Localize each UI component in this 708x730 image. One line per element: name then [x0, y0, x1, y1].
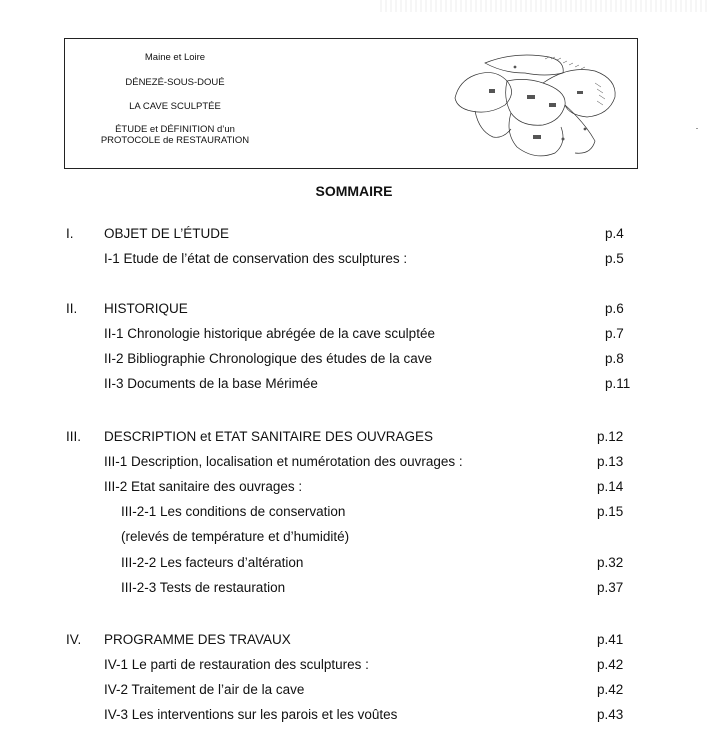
header-department: Maine et Loire	[144, 52, 206, 63]
plan-hatching-north	[545, 57, 585, 69]
toc-page-number: p.5	[605, 251, 624, 266]
plan-passage-southeast	[565, 105, 595, 153]
toc-page-number: p.37	[597, 580, 624, 595]
toc-section-number: IV.	[66, 632, 82, 647]
toc-page-number: p.14	[597, 479, 624, 494]
toc-page-number: p.7	[605, 326, 624, 341]
toc-page-number: p.41	[597, 632, 624, 647]
toc-section-number: I.	[66, 226, 74, 241]
toc-subsubsection-title: III-2-1 Les conditions de conservation	[121, 504, 346, 519]
cave-plan-drawing	[445, 43, 630, 165]
plan-passage-southwest	[475, 111, 511, 137]
header-commune: DÉNEZÉ-SOUS-DOUÉ	[125, 77, 225, 88]
toc-subsection-title: I-1 Etude de l’état de conservation des sculptures :	[104, 251, 408, 266]
plan-marker	[562, 138, 565, 141]
toc-section-number: II.	[66, 301, 78, 316]
toc-page-number: p.6	[605, 301, 624, 316]
plan-chamber-central	[506, 79, 565, 125]
plan-hatching-east	[595, 83, 605, 105]
toc-subsection-title: II-1 Chronologie historique abrégée de la cave sculptée	[104, 326, 435, 341]
toc-subsection-title: IV-1 Le parti de restauration des sculptures :	[104, 657, 369, 672]
document-header	[64, 38, 638, 169]
toc-section-number: III.	[66, 429, 82, 444]
header-study-line2: PROTOCOLE de RESTAURATION	[100, 135, 250, 146]
toc-subsection-title: III-2 Etat sanitaire des ouvrages :	[104, 479, 303, 494]
plan-marker	[549, 103, 556, 107]
toc-page-number: p.11	[605, 376, 631, 391]
toc-page-number: p.12	[597, 429, 624, 444]
toc-section-title: DESCRIPTION et ETAT SANITAIRE DES OUVRAGES	[104, 429, 434, 444]
toc-section-title: HISTORIQUE	[104, 301, 188, 316]
plan-chamber-west	[455, 73, 512, 113]
toc-section-title: OBJET DE L’ÉTUDE	[104, 226, 230, 241]
toc-page-number: p.13	[597, 454, 624, 469]
toc-subsubsection-title: III-2-3 Tests de restauration	[121, 580, 286, 595]
toc-subsection-title: IV-3 Les interventions sur les parois et les voûtes	[104, 707, 398, 722]
plan-marker	[489, 89, 495, 93]
header-study-line1: ÉTUDE et DÉFINITION d’un	[115, 124, 235, 135]
toc-page-number: p.42	[597, 657, 624, 672]
toc-subsubsection-title: III-2-2 Les facteurs d’altération	[121, 555, 304, 570]
header-site: LA CAVE SCULPTÉE	[129, 101, 221, 112]
toc-subsection-title: II-2 Bibliographie Chronologique des études de la cave	[104, 351, 432, 366]
toc-page-number: p.43	[597, 707, 624, 722]
plan-marker	[533, 135, 541, 139]
margin-mark	[696, 128, 698, 129]
plan-marker	[584, 128, 587, 131]
plan-marker	[577, 91, 583, 94]
toc-subsection-title: IV-2 Traitement de l’air de la cave	[104, 682, 305, 697]
toc-section-title: PROGRAMME DES TRAVAUX	[104, 632, 291, 647]
toc-subsubsection-note: (relevés de température et d’humidité)	[121, 529, 350, 544]
toc-subsection-title: II-3 Documents de la base Mérimée	[104, 376, 318, 391]
toc-page-number: p.8	[605, 351, 624, 366]
plan-gallery-north	[485, 55, 563, 75]
toc-page-number: p.4	[605, 226, 624, 241]
scan-artifact	[380, 0, 708, 12]
toc-page-number: p.32	[597, 555, 624, 570]
toc-page-number: p.15	[597, 504, 624, 519]
toc-page-number: p.42	[597, 682, 624, 697]
page-title: SOMMAIRE	[315, 183, 393, 199]
plan-marker	[514, 66, 517, 69]
toc-subsection-title: III-1 Description, localisation et numérotation des ouvrages :	[104, 454, 463, 469]
plan-marker	[527, 95, 535, 99]
